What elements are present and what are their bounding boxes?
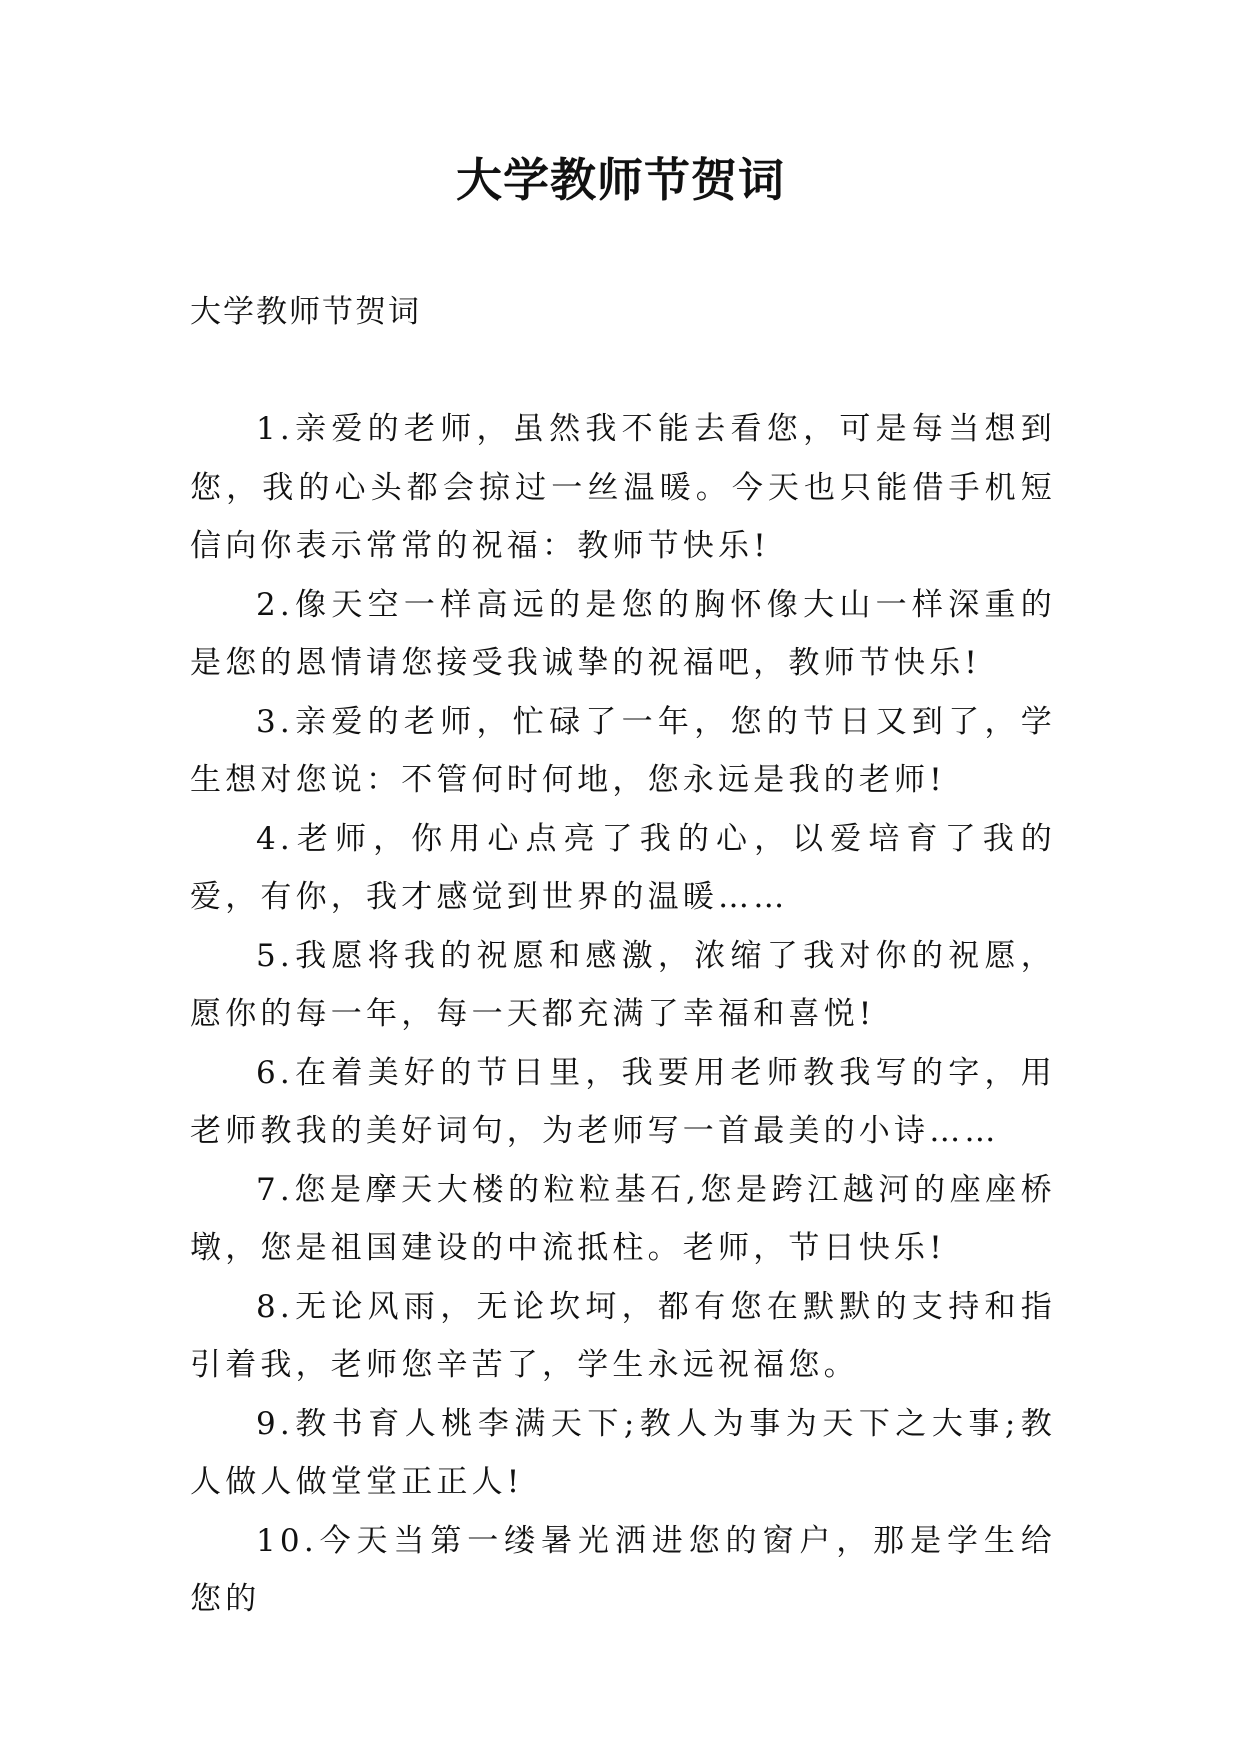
document-body <box>190 400 1056 1629</box>
paragraph-1: 1.亲爱的老师，虽然我不能去看您，可是每当想到您，我的心头都会掠过一丝温暖。今天也只能借手机短信向你表示常常的祝福：教师节快乐! <box>190 411 1056 564</box>
paragraph-10: 10.今天当第一缕暑光洒进您的窗户，那是学生给您的 <box>190 1522 1056 1617</box>
paragraph-5: 5.我愿将我的祝愿和感激，浓缩了我对你的祝愿，愿你的每一年，每一天都充满了幸福和喜悦! <box>190 937 1056 1032</box>
paragraph-8: 8.无论风雨，无论坎坷，都有您在默默的支持和指引着我，老师您辛苦了，学生永远祝福您。 <box>190 1288 1056 1383</box>
document-subtitle: 大学教师节贺词 <box>190 294 421 330</box>
document-title: 大学教师节贺词 <box>456 153 785 207</box>
paragraph-2: 2.像天空一样高远的是您的胸怀像大山一样深重的是您的恩情请您接受我诚挚的祝福吧，教师节快乐! <box>190 586 1056 681</box>
paragraph-7: 7.您是摩天大楼的粒粒基石,您是跨江越河的座座桥墩，您是祖国建设的中流抵柱。老师，节日快乐! <box>190 1171 1056 1266</box>
paragraph-6: 6.在着美好的节日里，我要用老师教我写的字，用老师教我的美好词句，为老师写一首最美的小诗…… <box>190 1054 1056 1149</box>
paragraph-4: 4.老师，你用心点亮了我的心，以爱培育了我的爱，有你，我才感觉到世界的温暖…… <box>190 820 1056 915</box>
paragraph-3: 3.亲爱的老师，忙碌了一年，您的节日又到了，学生想对您说：不管何时何地，您永远是我的老师! <box>190 703 1056 798</box>
paragraph-9: 9.教书育人桃李满天下;教人为事为天下之大事;教人做人做堂堂正正人! <box>190 1405 1056 1500</box>
